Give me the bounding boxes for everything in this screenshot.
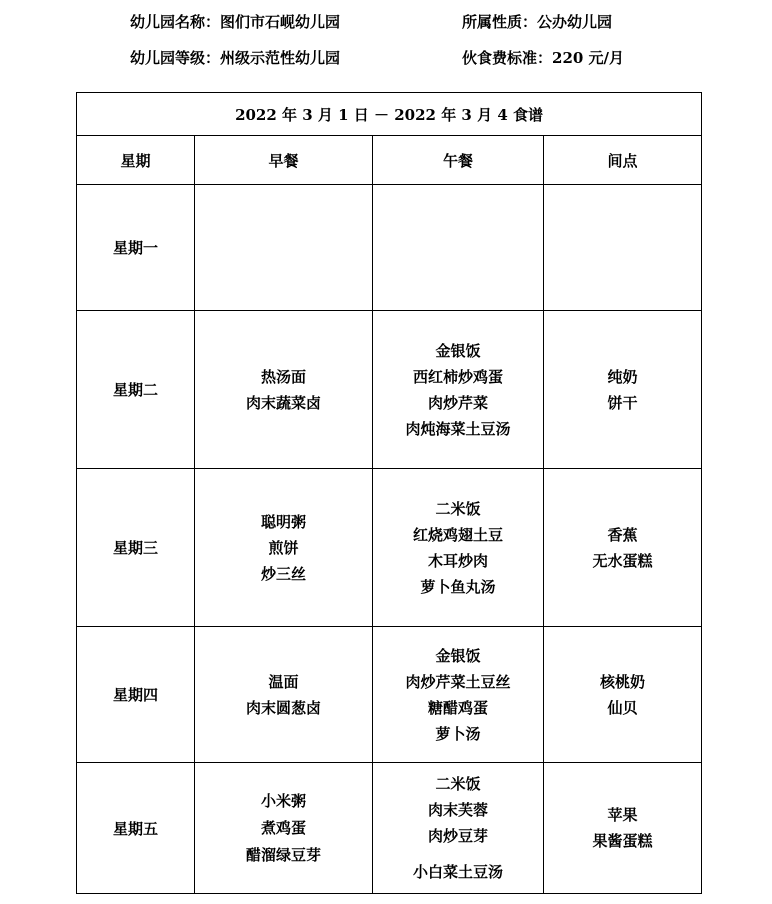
menu-item: 肉炒豆芽 xyxy=(427,827,488,845)
day-cell: 星期一 xyxy=(77,185,195,311)
column-header-snack: 间点 xyxy=(544,136,702,185)
kindergarten-nature xyxy=(462,12,612,32)
column-header-day: 星期 xyxy=(77,136,195,185)
lunch-cell xyxy=(373,763,544,894)
meal-fee-label: 伙食费标准： xyxy=(462,49,553,67)
breakfast-cell xyxy=(195,627,373,763)
table-row xyxy=(77,627,702,763)
menu-item: 醋溜绿豆芽 xyxy=(245,845,321,864)
menu-item: 核桃奶 xyxy=(600,672,646,691)
menu-item: 肉炒芹菜 xyxy=(427,393,488,412)
table-row xyxy=(77,763,702,894)
kindergarten-name xyxy=(130,12,340,32)
menu-item: 煮鸡蛋 xyxy=(260,818,306,837)
menu-item: 小白菜土豆汤 xyxy=(412,863,503,881)
lunch-cell xyxy=(373,627,544,763)
meal-fee-value: 220 元/月 xyxy=(552,49,625,67)
snack-cell xyxy=(544,469,702,627)
meal-fee xyxy=(462,48,624,68)
day-cell: 星期二 xyxy=(77,311,195,469)
menu-item: 二米饭 xyxy=(435,499,481,518)
lunch-cell xyxy=(373,185,544,311)
breakfast-cell xyxy=(195,311,373,469)
breakfast-cell xyxy=(195,763,373,894)
snack-cell xyxy=(544,627,702,763)
table-row xyxy=(77,185,702,311)
kindergarten-level-value: 州级示范性幼儿园 xyxy=(220,49,341,67)
menu-item: 小米粥 xyxy=(260,791,306,810)
menu-item: 红烧鸡翅土豆 xyxy=(412,525,503,544)
day-cell: 星期三 xyxy=(77,469,195,627)
menu-item: 纯奶 xyxy=(607,367,638,386)
breakfast-cell xyxy=(195,469,373,627)
menu-item: 煎饼 xyxy=(268,538,299,557)
breakfast-cell xyxy=(195,185,373,311)
menu-item: 肉末圆葱卤 xyxy=(245,698,321,717)
menu-item: 西红柿炒鸡蛋 xyxy=(412,367,503,386)
menu-item: 肉炒芹菜土豆丝 xyxy=(405,672,511,691)
menu-item: 苹果 xyxy=(607,806,638,824)
menu-item: 木耳炒肉 xyxy=(427,551,488,570)
snack-cell xyxy=(544,185,702,311)
kindergarten-level-label: 幼儿园等级： xyxy=(130,49,221,67)
kindergarten-name-label: 幼儿园名称： xyxy=(130,13,221,31)
snack-cell xyxy=(544,763,702,894)
menu-item: 仙贝 xyxy=(607,698,638,717)
column-header-breakfast: 早餐 xyxy=(195,136,373,185)
menu-item: 热汤面 xyxy=(260,367,306,386)
lunch-cell xyxy=(373,311,544,469)
menu-item: 肉末芙蓉 xyxy=(427,801,488,819)
day-cell: 星期四 xyxy=(77,627,195,763)
menu-item: 果酱蛋糕 xyxy=(592,832,653,850)
menu-item: 饼干 xyxy=(607,393,638,412)
menu-item: 香蕉 xyxy=(607,525,638,544)
kindergarten-level xyxy=(130,48,340,68)
menu-item: 肉末蔬菜卤 xyxy=(245,393,321,412)
kindergarten-nature-label: 所属性质： xyxy=(462,13,538,31)
menu-item: 聪明粥 xyxy=(260,512,306,531)
menu-table xyxy=(76,92,702,894)
menu-item: 炒三丝 xyxy=(260,564,306,583)
lunch-cell xyxy=(373,469,544,627)
column-header-lunch: 午餐 xyxy=(373,136,544,185)
menu-item: 萝卜鱼丸汤 xyxy=(420,577,496,596)
menu-item: 肉炖海菜土豆汤 xyxy=(405,419,511,438)
menu-item: 无水蛋糕 xyxy=(592,551,653,570)
table-row xyxy=(77,311,702,469)
table-row xyxy=(77,469,702,627)
menu-item: 金银饭 xyxy=(435,646,481,665)
kindergarten-name-value: 图们市石岘幼儿园 xyxy=(220,13,341,31)
menu-title: 2022 年 3 月 1 日 － 2022 年 3 月 4 食谱 xyxy=(77,93,702,136)
menu-item: 糖醋鸡蛋 xyxy=(427,698,488,717)
snack-cell xyxy=(544,311,702,469)
menu-item: 金银饭 xyxy=(435,341,481,360)
menu-item: 二米饭 xyxy=(435,775,481,793)
table-header-row xyxy=(77,136,702,185)
menu-item: 温面 xyxy=(268,672,299,691)
day-cell: 星期五 xyxy=(77,763,195,894)
kindergarten-nature-value: 公办幼儿园 xyxy=(537,13,613,31)
menu-item: 萝卜汤 xyxy=(435,724,481,743)
